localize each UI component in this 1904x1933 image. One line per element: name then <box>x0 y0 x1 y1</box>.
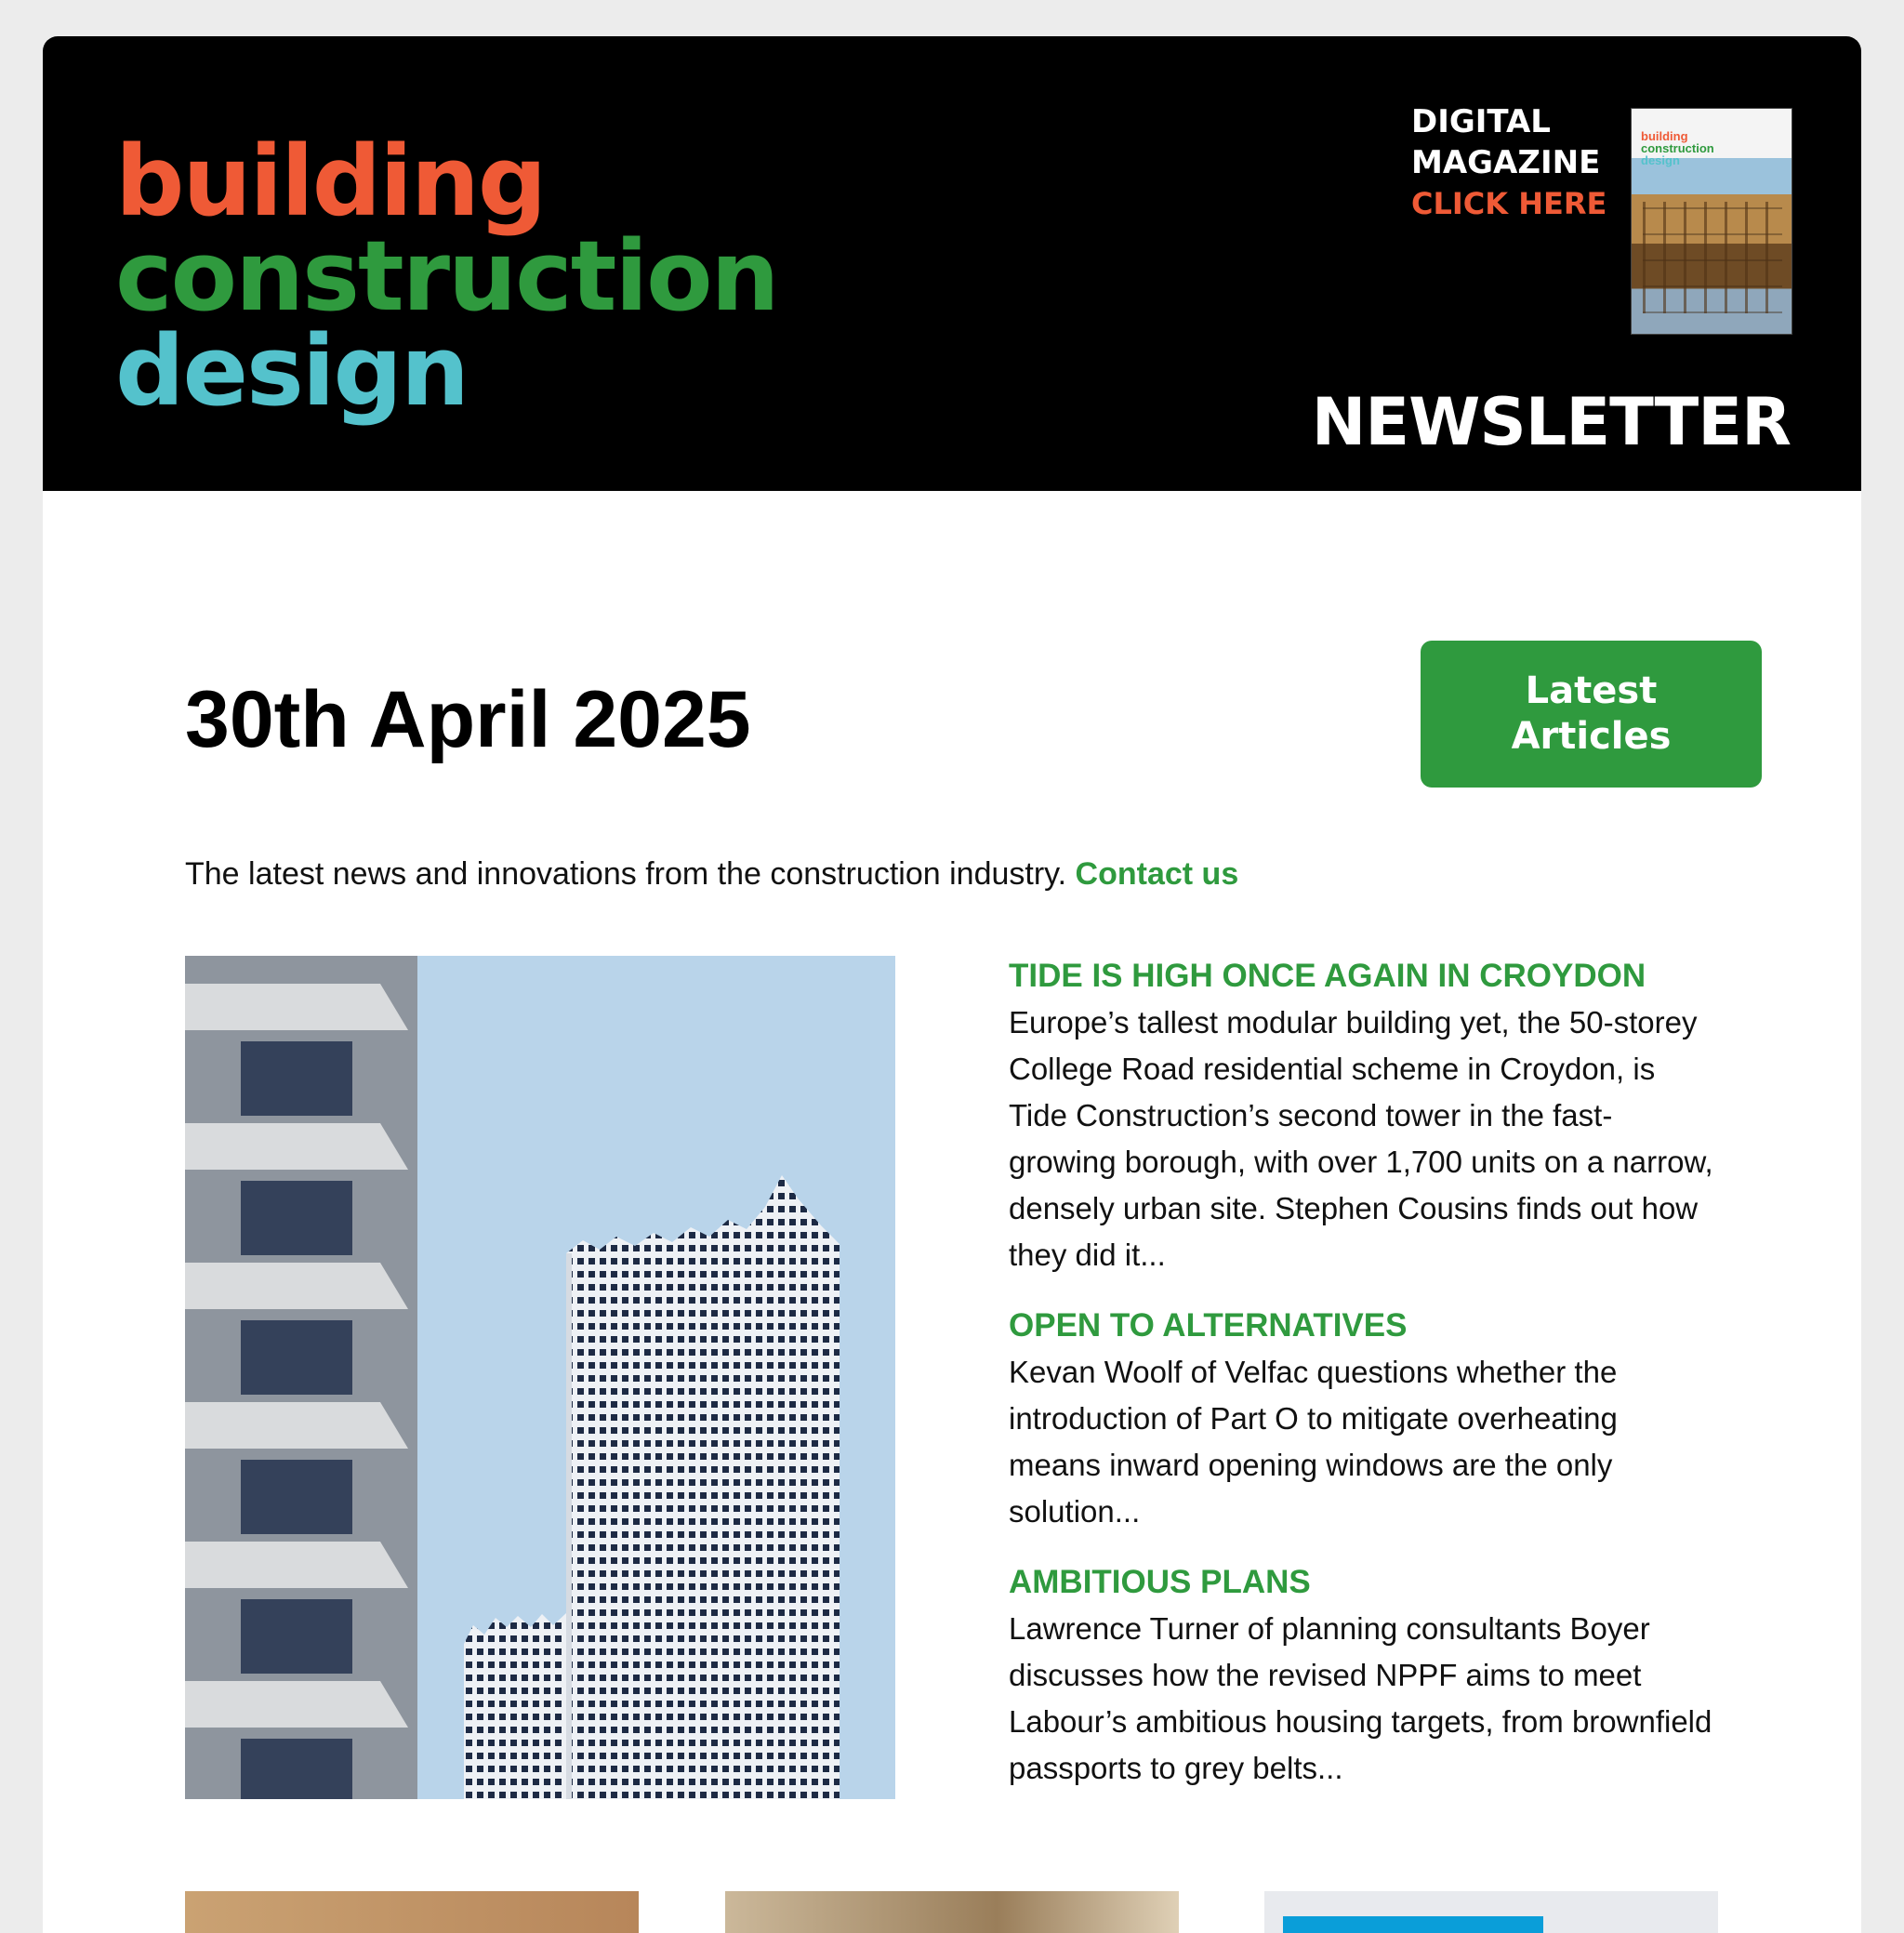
latest-articles-line2: Articles <box>1511 715 1672 758</box>
hero-image-college-road-tower[interactable] <box>185 956 895 1799</box>
article-item <box>1009 1306 1715 1535</box>
article-thumbnail-2[interactable] <box>725 1891 1179 1933</box>
article-title-link[interactable]: TIDE IS HIGH ONCE AGAIN IN CROYDON <box>1009 958 1646 994</box>
digital-label: DIGITAL <box>1411 103 1551 140</box>
cover-logo-line1: building <box>1641 129 1688 143</box>
cover-atrium-photo <box>1643 202 1782 313</box>
magazine-label: MAGAZINE <box>1411 144 1601 181</box>
article-list <box>1009 957 1715 1820</box>
cover-logo-line2: construction <box>1641 141 1714 155</box>
article-summary: Kevan Woolf of Velfac questions whether the introduction of Part O to mitigate overheating means inward opening windows are the only solution... <box>1009 1355 1618 1529</box>
latest-articles-line1: Latest <box>1525 669 1658 712</box>
magazine-cover-image[interactable] <box>1631 108 1792 335</box>
tower-photo-illustration <box>185 956 895 1799</box>
logo-line-construction: construction <box>115 219 778 333</box>
article-summary: Lawrence Turner of planning consultants Boyer discusses how the revised NPPF aims to meet Labour’s ambitious housing targets, from brownfield passports to grey belts... <box>1009 1611 1712 1785</box>
contact-us-link[interactable]: Contact us <box>1075 856 1239 892</box>
bcd-logo[interactable] <box>115 125 778 428</box>
article-item <box>1009 957 1715 1278</box>
intro-paragraph <box>185 856 1238 893</box>
intro-text: The latest news and innovations from the construction industry. <box>185 856 1067 892</box>
newsletter-label: NEWSLETTER <box>1311 384 1791 460</box>
thumbnail-blue-banner <box>1283 1916 1543 1933</box>
article-thumbnail-1[interactable] <box>185 1891 639 1933</box>
article-summary: Europe’s tallest modular building yet, the 50-storey College Road residential scheme in Croydon, is Tide Construction’s second tower in the fast-growing borough, with over 1,700 units on a narrow, densely urban site. Stephen Cousins finds out how they did it... <box>1009 1005 1713 1272</box>
newsletter-header <box>43 36 1861 491</box>
issue-date: 30th April 2025 <box>185 675 751 764</box>
latest-articles-button[interactable] <box>1421 641 1762 788</box>
logo-line-design: design <box>115 314 469 428</box>
article-thumbnail-3[interactable] <box>1264 1891 1718 1933</box>
logo-line-building: building <box>115 125 546 238</box>
newsletter-card <box>43 36 1861 1933</box>
article-item <box>1009 1563 1715 1792</box>
article-title-link[interactable]: OPEN TO ALTERNATIVES <box>1009 1307 1408 1344</box>
digital-magazine-link[interactable] <box>1411 101 1606 224</box>
cover-logo-line3: design <box>1641 153 1680 167</box>
article-title-link[interactable]: AMBITIOUS PLANS <box>1009 1564 1311 1600</box>
click-here-label: CLICK HERE <box>1411 186 1607 221</box>
